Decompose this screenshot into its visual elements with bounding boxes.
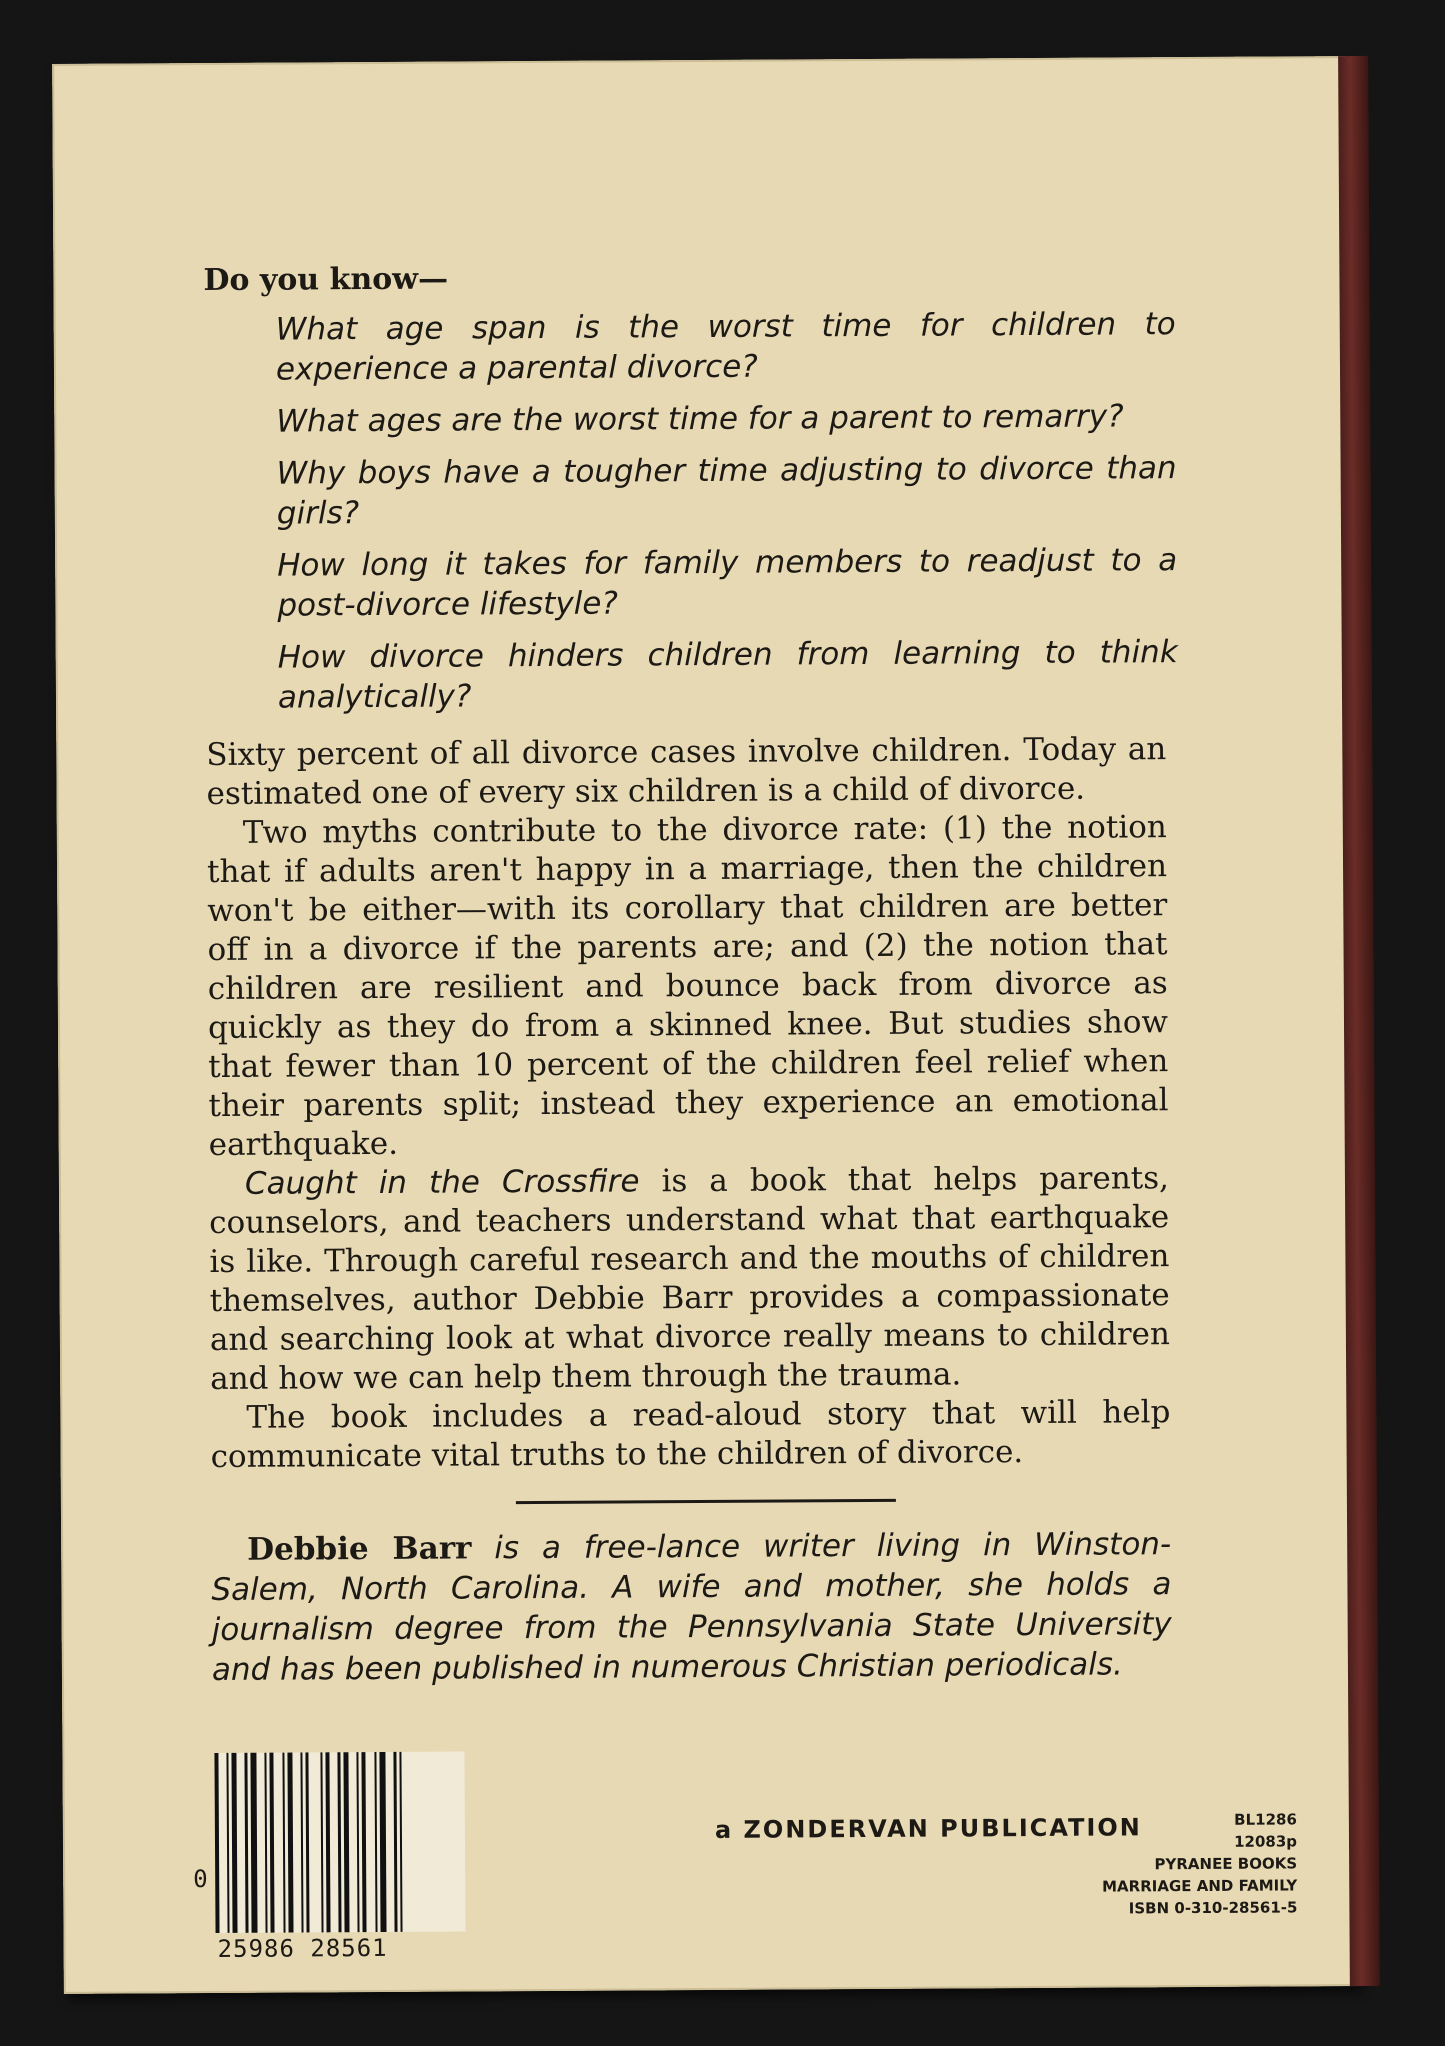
- barcode-stripe: [337, 1752, 341, 1932]
- barcode-stripe: [399, 1752, 402, 1932]
- barcode-stripe: [282, 1753, 285, 1933]
- paragraph-read-aloud: The book includes a read-aloud story that will help communicate vital truths to the children of divorce.: [210, 1394, 1171, 1476]
- question-item: How long it takes for family members to readjust to a post-divorce lifestyle?: [277, 542, 1178, 624]
- author-bio: [211, 1524, 1172, 1690]
- paragraph-book-summary: [209, 1159, 1170, 1399]
- author-bio-text: is a free-lance writer living in Winston-Salem, North Carolina. A wife and mother, she holds a journalism degree from the Pennsylvania State University and has been published in numerous Christian periodicals.: [211, 1526, 1172, 1689]
- barcode-stripe: [393, 1752, 397, 1932]
- barcode-number: 25986 28561: [217, 1933, 388, 1963]
- barcode-stripe: [361, 1752, 366, 1932]
- question-item: What ages are the worst time for a parent to remarry?: [276, 398, 1124, 440]
- isbn-line: ISBN 0-310-28561-5: [1128, 1898, 1298, 1918]
- barcode-stripe: [250, 1753, 257, 1933]
- paragraph-statistics: Sixty percent of all divorce cases involve children. Today an estimated one of every six children is a child of divorce.: [206, 731, 1167, 813]
- barcode-stripe: [264, 1753, 267, 1933]
- imprint-line: PYRANEE BOOKS: [1154, 1854, 1298, 1874]
- author-name: Debbie Barr: [247, 1530, 472, 1568]
- barcode-stripe: [214, 1753, 219, 1933]
- catalog-info: [1102, 1808, 1298, 1919]
- barcode-stripe: [374, 1752, 377, 1932]
- barcode-stripe: [269, 1753, 274, 1933]
- description: [206, 730, 1201, 1477]
- barcode-area: [192, 1751, 493, 1963]
- barcode-stripe: [332, 1752, 335, 1932]
- barcode-stripe: [287, 1753, 293, 1933]
- catalog-code: BL1286: [1234, 1810, 1297, 1829]
- paragraph-myths: Two myths contribute to the divorce rate: (1) the notion that if adults aren't happy in a marriage, then the children won't be either—with its corollary that children are better off in a divorce if the parents are; and (2) the notion that children are resilient and bounce back from divorce as quickly as they do from a skinned knee. But studies show that fewer than 10 percent of the children feel relief when their parents split; instead they experience an emotional earthquake.: [206, 809, 1169, 1164]
- barcode-stripe: [311, 1752, 318, 1932]
- questions-heading: Do you know—: [203, 261, 449, 299]
- question-item: How divorce hinders children from learning to think analytically?: [277, 634, 1178, 716]
- question-item: Why boys have a tougher time adjusting to divorce than girls?: [276, 450, 1177, 532]
- barcode-icon: [214, 1751, 465, 1933]
- barcode-stripe: [276, 1753, 280, 1933]
- barcode-stripe: [404, 1752, 409, 1932]
- divider: [516, 1499, 896, 1504]
- question-item: What age span is the worst time for children to experience a parental divorce?: [275, 306, 1176, 388]
- barcode-stripe: [239, 1753, 242, 1933]
- barcode-stripe: [351, 1752, 354, 1932]
- cover-text: [203, 257, 1202, 1690]
- barcode-stripe: [231, 1753, 237, 1933]
- barcode-stripe: [226, 1753, 229, 1933]
- book-summary-text: is a book that helps parents, counselors, and teachers understand what that earthquake is like. Through careful research and the mouths of children themselves, author Debbie Barr provides a compassionate and searching look at what divorce really means to children and how we can help them through the trauma.: [209, 1160, 1171, 1398]
- barcode-stripe: [305, 1752, 309, 1932]
- barcode-stripe: [320, 1752, 323, 1932]
- barcode-stripe: [356, 1752, 359, 1932]
- barcode-lead-digit: 0: [193, 1865, 208, 1894]
- barcode-stripe: [259, 1753, 262, 1933]
- questions-list: [276, 304, 1196, 718]
- barcode-stripe: [300, 1752, 303, 1932]
- barcode-stripe: [244, 1753, 248, 1933]
- barcode-stripe: [388, 1752, 391, 1932]
- barcode-stripe: [368, 1752, 372, 1932]
- publisher-imprint: a ZONDERVAN PUBLICATION: [714, 1813, 1142, 1844]
- price-code: 12083p: [1234, 1832, 1298, 1851]
- book-spine: [1338, 56, 1380, 1986]
- barcode-stripe: [295, 1753, 298, 1933]
- barcode-stripe: [221, 1753, 224, 1933]
- barcode-stripe: [379, 1752, 386, 1932]
- barcode-stripe: [343, 1752, 349, 1932]
- category-line: MARRIAGE AND FAMILY: [1102, 1876, 1298, 1896]
- barcode-stripe: [325, 1752, 330, 1932]
- book-title: Caught in the Crossfire: [244, 1163, 640, 1202]
- book-back-cover: [52, 56, 1358, 1994]
